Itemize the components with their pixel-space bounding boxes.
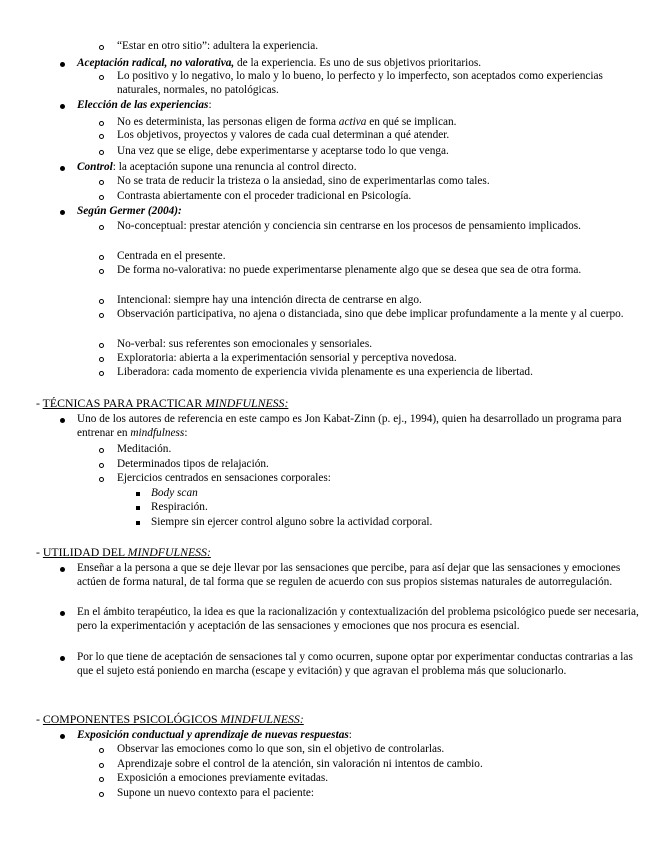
text-run: Los objetivos, proyectos y valores de cada cual determinan a qué atender. [117,129,450,141]
bullet-disc-icon [60,418,65,423]
bullet-circle-icon [99,792,104,797]
text-run: : la aceptación supone una renuncia al control directo. [112,161,357,173]
bullet-item [77,161,647,175]
text-run: : [208,99,212,111]
text-run: Respiración. [151,501,208,513]
heading-run: MINDFULNESS: [205,396,289,410]
bullet-disc-icon [60,210,65,215]
bullet-circle-icon [99,477,104,482]
heading-text [43,396,289,410]
bullet-item [77,729,647,743]
text-run: No es determinista, las personas eligen de forma [117,116,339,128]
text-run: activa [338,116,367,128]
bullet-square-icon [136,506,140,510]
text-run: Contrasta abiertamente con el proceder tradicional en Psicología. [117,190,412,202]
text-run: de la experiencia. Es uno de sus objetivos prioritarios. [234,57,482,69]
bullet-circle-icon [99,269,104,274]
bullet-circle-icon [99,255,104,260]
bullet-item [77,205,647,219]
bullet-disc-icon [60,656,65,661]
bullet-item [77,57,647,71]
text-run: Exposición a emociones previamente evitadas. [117,772,329,784]
text-run: en qué se implican. [366,116,457,128]
bullet-circle-icon [99,180,104,185]
bullet-square-icon [136,492,140,496]
text-run: Body scan [151,487,198,499]
sub-bullet-item [117,787,642,801]
sub-bullet-item [117,472,642,486]
text-run: Observar las emociones como lo que son, sin el objetivo de controlarlas. [117,743,445,755]
sub-bullet-item [117,743,642,757]
sub-bullet-item [117,308,642,322]
heading-text [43,545,211,559]
heading-dash: - [36,545,43,559]
sub-bullet-item [117,264,642,278]
text-run: Uno de los autores de referencia en este campo es Jon Kabat-Zinn (p. ej., 1994), quien ha desarrollado un programa para entrenar en [77,413,622,439]
bullet-circle-icon [99,45,104,50]
bullet-item [77,99,647,113]
bullet-circle-icon [99,150,104,155]
text-run: Una vez que se elige, debe experimentarse y aceptarse todo lo que venga. [117,145,449,157]
heading-dash: - [36,712,43,726]
bullet-disc-icon [60,734,65,739]
text-run: De forma no-valorativa: no puede experimentarse plenamente algo que se desea que sea de otra forma. [117,264,582,276]
heading-run: MINDFULNESS: [220,712,304,726]
text-run: No-conceptual: prestar atención y conciencia sin centrarse en los procesos de pensamiento implicados. [117,220,581,232]
bullet-circle-icon [99,357,104,362]
text-run: No-verbal: sus referentes son emocionales y sensoriales. [117,338,373,350]
bullet-circle-icon [99,121,104,126]
bullet-item [77,562,647,589]
section-heading [36,546,211,560]
bullet-circle-icon [99,777,104,782]
heading-run: UTILIDAD DEL [42,545,128,559]
sub-sub-bullet-item [151,516,631,530]
heading-run: TÉCNICAS PARA PRACTICAR [42,396,206,410]
text-run: Por lo que tiene de aceptación de sensaciones tal y como ocurren, supone optar por experimentar conductas contrarias a las que el sujeto está poniendo en marcha (escape y evitación) y que agravan el problema más que solucionarlo. [77,651,633,677]
bullet-item [77,606,647,633]
sub-sub-bullet-item [151,501,631,515]
text-run: Elección de las experiencias [77,99,209,111]
text-run: mindfulness [130,426,185,439]
bullet-item [77,413,647,440]
heading-run: MINDFULNESS: [127,545,211,559]
sub-bullet-item [117,190,642,204]
text-run: “Estar en otro sitio”: adultera la experiencia. [117,40,319,52]
bullet-square-icon [136,521,140,525]
text-run: Aceptación radical, no valorativa, [77,57,235,69]
sub-bullet-item [117,352,642,366]
text-run: Meditación. [117,443,172,455]
sub-bullet-item [117,458,642,472]
text-run: Observación participativa, no ajena o distanciada, sino que debe implicar profundamente a la mente y al cuerpo. [117,308,624,320]
section-heading [36,713,304,727]
heading-dash: - [36,396,43,410]
bullet-circle-icon [99,75,104,80]
sub-bullet-item [117,338,642,352]
sub-bullet-item [117,40,642,54]
sub-bullet-item [117,294,642,308]
heading-run: COMPONENTES PSICOLÓGICOS [42,712,221,726]
text-run: En el ámbito terapéutico, la idea es que la racionalización y contextualización del problema psicológico puede ser necesaria, pero la experimentación y aceptación de las sensaciones y emociones que nos procura es esencial. [77,606,639,632]
bullet-circle-icon [99,225,104,230]
text-run: Intencional: siempre hay una intención directa de centrarse en algo. [117,294,422,306]
sub-sub-bullet-item [151,487,631,501]
text-run: Supone un nuevo contexto para el paciente: [117,787,315,799]
bullet-circle-icon [99,195,104,200]
text-run: Enseñar a la persona a que se deje llevar por las sensaciones que percibe, para así dejar que las sensaciones y emociones actúen de forma natural, de tal forma que se regulen de acuerdo con sus propios sistemas naturales de autorregulación. [77,562,621,588]
section-heading [36,397,288,411]
bullet-disc-icon [60,62,65,67]
sub-bullet-item [117,175,642,189]
text-run: Aprendizaje sobre el control de la atención, sin valoración ni intentos de cambio. [117,758,483,770]
sub-bullet-item [117,758,642,772]
text-run: Siempre sin ejercer control alguno sobre la actividad corporal. [151,516,433,528]
text-run: Ejercicios centrados en sensaciones corporales: [117,472,331,484]
sub-bullet-item [117,250,642,264]
text-run: Centrada en el presente. [117,250,226,262]
bullet-circle-icon [99,448,104,453]
text-run: Control [77,161,113,173]
sub-bullet-item [117,129,642,143]
bullet-circle-icon [99,134,104,139]
text-run: Según Germer (2004): [77,205,182,217]
bullet-circle-icon [99,299,104,304]
sub-bullet-item [117,116,642,130]
bullet-disc-icon [60,166,65,171]
sub-bullet-item [117,70,642,97]
text-run: : [348,729,352,741]
bullet-disc-icon [60,567,65,572]
bullet-circle-icon [99,343,104,348]
bullet-disc-icon [60,104,65,109]
bullet-circle-icon [99,763,104,768]
sub-bullet-item [117,772,642,786]
sub-bullet-item [117,443,642,457]
text-run: Exploratoria: abierta a la experimentación sensorial y perceptiva novedosa. [117,352,457,364]
bullet-circle-icon [99,748,104,753]
bullet-circle-icon [99,463,104,468]
text-run: Liberadora: cada momento de experiencia vivida plenamente es una experiencia de libertad. [117,366,533,378]
text-run: No se trata de reducir la tristeza o la ansiedad, sino de experimentarlas como tales. [117,175,490,187]
sub-bullet-item [117,366,642,380]
heading-text [43,712,304,726]
bullet-item [77,651,647,678]
bullet-circle-icon [99,313,104,318]
text-run: : [184,426,188,439]
sub-bullet-item [117,145,642,159]
text-run: Exposición conductual y aprendizaje de nuevas respuestas [77,729,349,741]
bullet-disc-icon [60,611,65,616]
bullet-circle-icon [99,371,104,376]
text-run: Lo positivo y lo negativo, lo malo y lo bueno, lo perfecto y lo imperfecto, son aceptados como experiencias naturales, normales, no patológicas. [117,70,603,96]
sub-bullet-item [117,220,642,234]
text-run: Determinados tipos de relajación. [117,458,269,470]
